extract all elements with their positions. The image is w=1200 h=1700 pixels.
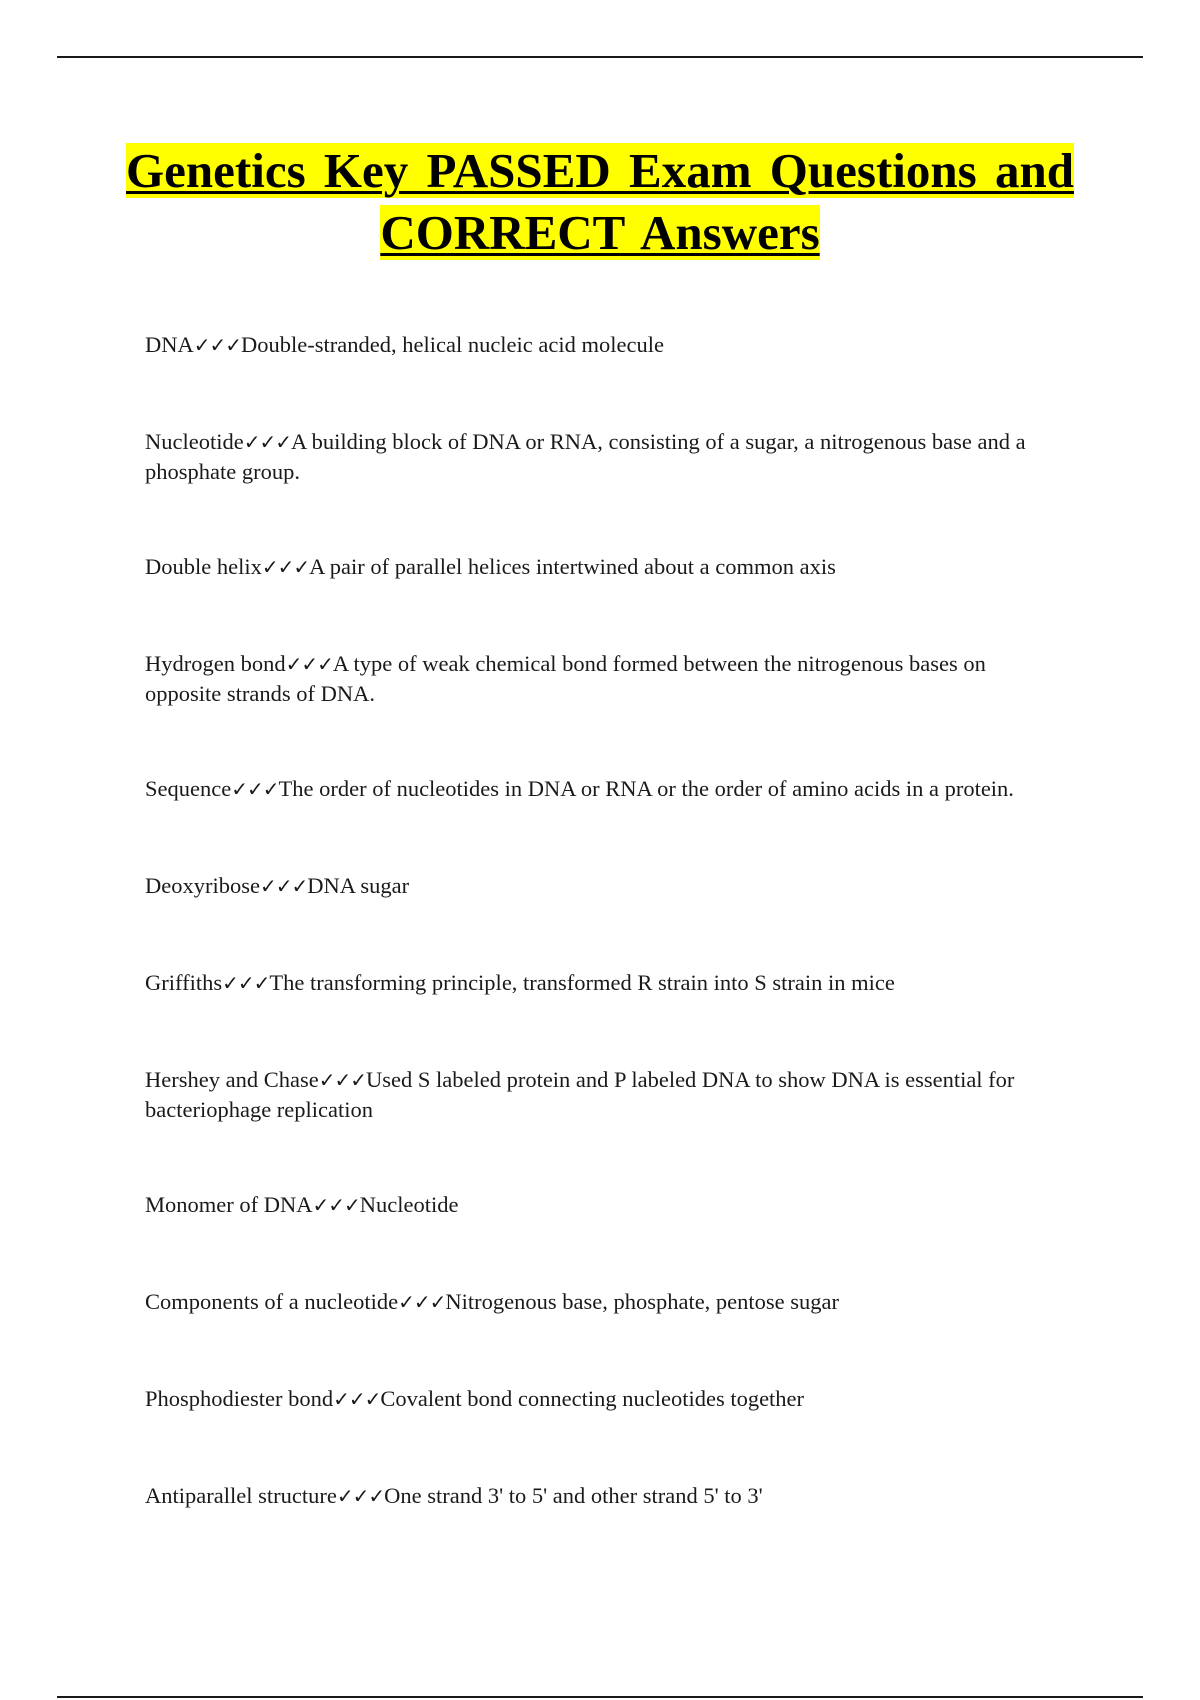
definition: A type of weak chemical bond formed between the nitrogenous bases on opposite strands of DNA. <box>145 651 986 706</box>
term: Components of a nucleotide <box>145 1289 399 1314</box>
definition: Double-stranded, helical nucleic acid molecule <box>241 332 664 357</box>
definition: The order of nucleotides in DNA or RNA or the order of amino acids in a protein. <box>278 776 1014 801</box>
definition: DNA sugar <box>307 873 410 898</box>
qa-item <box>145 968 1065 998</box>
title-block <box>100 140 1100 264</box>
qa-item <box>145 774 1065 804</box>
definition: The transforming principle, transformed R strain into S strain in mice <box>269 970 895 995</box>
qa-item <box>145 1190 1065 1220</box>
qa-item <box>145 1287 1065 1317</box>
definition: Used S labeled protein and P labeled DNA to show DNA is essential for bacteriophage replication <box>145 1067 1015 1122</box>
check-mark-icon: ✓✓✓ <box>398 1290 446 1314</box>
term: Deoxyribose <box>145 873 260 898</box>
term: Griffiths <box>145 970 223 995</box>
definition: One strand 3' to 5' and other strand 5' to 3' <box>384 1483 763 1508</box>
qa-item <box>145 427 1065 487</box>
qa-item <box>145 871 1065 901</box>
definition: A pair of parallel helices intertwined about a common axis <box>309 554 836 579</box>
term: Nucleotide <box>145 429 244 454</box>
definition: Nitrogenous base, phosphate, pentose sugar <box>445 1289 840 1314</box>
check-mark-icon: ✓✓✓ <box>261 555 310 579</box>
bottom-rule <box>57 1696 1143 1698</box>
term: Hershey and Chase <box>145 1067 319 1092</box>
definition: Nucleotide <box>359 1192 459 1217</box>
term: Antiparallel structure <box>145 1483 337 1508</box>
check-mark-icon: ✓✓✓ <box>336 1484 385 1508</box>
term: Phosphodiester bond <box>145 1386 334 1411</box>
term: DNA <box>145 332 194 357</box>
check-mark-icon: ✓✓✓ <box>312 1193 360 1217</box>
check-mark-icon: ✓✓✓ <box>259 874 308 898</box>
document-title: Genetics Key PASSED Exam Questions and CORRECT Answers <box>126 143 1074 260</box>
definition: Covalent bond connecting nucleotides together <box>380 1386 805 1411</box>
qa-item <box>145 330 1065 360</box>
check-mark-icon: ✓✓✓ <box>333 1387 381 1411</box>
term: Double helix <box>145 554 262 579</box>
check-mark-icon: ✓✓✓ <box>318 1068 366 1092</box>
check-mark-icon: ✓✓✓ <box>222 971 270 995</box>
qa-item <box>145 1384 1065 1414</box>
check-mark-icon: ✓✓✓ <box>231 777 279 801</box>
check-mark-icon: ✓✓✓ <box>243 430 291 454</box>
definition: A building block of DNA or RNA, consisting of a sugar, a nitrogenous base and a phosphate group. <box>145 429 1026 484</box>
check-mark-icon: ✓✓✓ <box>193 333 242 357</box>
qa-item <box>145 649 1065 709</box>
qa-item <box>145 552 1065 582</box>
qa-item <box>145 1065 1065 1125</box>
qa-item <box>145 1481 1065 1511</box>
check-mark-icon: ✓✓✓ <box>285 652 333 676</box>
top-rule <box>57 56 1143 58</box>
term: Sequence <box>145 776 232 801</box>
term: Monomer of DNA <box>145 1192 313 1217</box>
term: Hydrogen bond <box>145 651 286 676</box>
